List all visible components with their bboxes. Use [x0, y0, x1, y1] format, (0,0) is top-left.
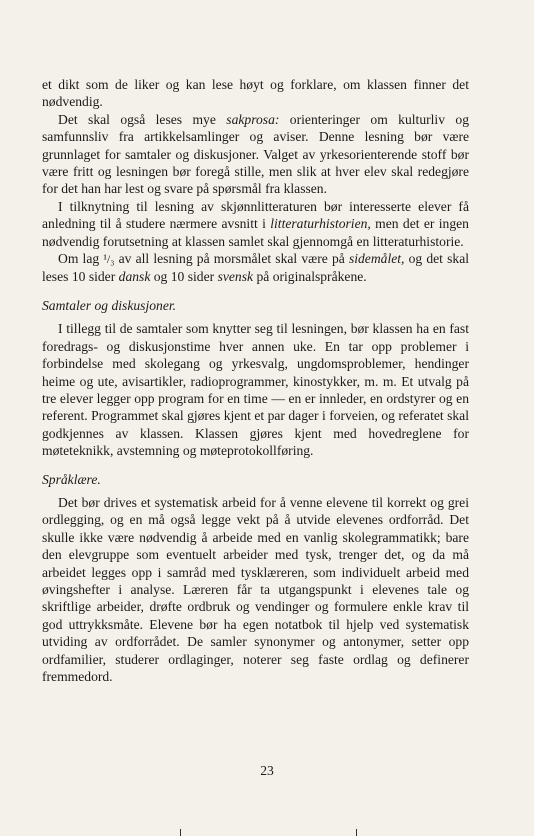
italic-run: svensk [217, 269, 254, 285]
paragraph [42, 198, 469, 250]
body-text [42, 76, 469, 685]
text-run: orienteringer om kulturliv og samfunnsliv fra artikkelsamlinger og aviser. Denne lesning bør være grunnlaget for samtaler og diskusjoner. Valget av yrkesorienterende stoff bør være fritt og lesningen bør foregå stille, men slik at hver elev skal redegjøre for det han har lest og svare på spørsmål fra klassen. [42, 111, 469, 197]
text-run: og 10 sider [150, 269, 218, 285]
text-run: I tilknytning til lesning av skjønnlitteraturen bør interesserte elever få anledning til å studere nærmere avsnitt i [42, 198, 469, 232]
paragraph [42, 111, 469, 198]
text-run: et dikt som de liker og kan lese høyt og forklare, om klassen finner det nødvendig. [42, 77, 469, 110]
section-heading [42, 297, 469, 314]
text-run: men det er ingen nødvendig forutsetning at klassen samlet skal gjennomgå en litteraturhistorie. [42, 216, 469, 249]
text-run: og det skal leses 10 sider [42, 251, 470, 285]
italic-run: sidemålet, [348, 251, 405, 267]
text-run: på originalspråkene. [253, 269, 367, 285]
fraction: ¹/₃ [103, 252, 115, 267]
paragraph [42, 76, 469, 111]
italic-run: Språklære. [42, 471, 101, 487]
paragraph [42, 320, 469, 459]
scan-mark [356, 829, 357, 836]
italic-run: sakprosa: [226, 111, 280, 127]
scan-mark [180, 829, 181, 836]
paragraph [42, 250, 469, 286]
page-number: 23 [260, 763, 274, 778]
italic-run: Samtaler og diskusjoner. [42, 297, 177, 313]
text-run: I tillegg til de samtaler som knytter seg til lesningen, bør klassen ha en fast foredrags- og diskusjonstime hver annen uke. En tar opp problemer i forbindelse med skolegang og yrkesvalg, ungdomsproblemer, hendinger heime og ute, avisartikler, radioprogrammer, kinostykker, m. m. Et utvalg på tre elever legger opp program for en time — en er innleder, en ordstyrer og en referent. Programmet skal gjøres kjent et par dager i forveien, og referatet skal godkjennes av klassen. Klassen gjøres kjent med hovedreglene for møteteknikk, avstemning og møteprotokollføring. [42, 321, 469, 459]
italic-run: dansk [118, 269, 151, 285]
text-run: Om lag [58, 251, 104, 267]
text-run: av all lesning på morsmålet skal være på [114, 251, 349, 267]
text-run: Det bør drives et systematisk arbeid for å venne elevene til korrekt og grei ordlegging, og en må også legge vekt på å utvide elevenes ordforråd. Det skulle ikke være nødvendig å arbeide med en vanlig skolegrammatikk; bare den elevgruppe som eventuelt arbeider med tysk, trenger det, og da må arbeidet legges opp i samråd med tysklæreren, som individuelt arbeid med øvingshefter i analyse. Læreren får ta utgangspunkt i elevenes tale og skriftlige arbeider, drøfte ordbruk og vendinger og formulere enkle krav til god uttrykksmåte. Elevene bør ha egen notatbok til hjelp ved systematisk utviding av ordforrådet. De samler synonymer og antonymer, setter opp ordfamilier, studerer ordlaginger, noterer seg faste ordlag og definerer fremmedord. [42, 494, 469, 684]
section-heading [42, 471, 469, 488]
italic-run: litteraturhistorien, [270, 216, 371, 232]
paragraph [42, 494, 469, 685]
text-run: Det skal også leses mye [58, 111, 227, 127]
